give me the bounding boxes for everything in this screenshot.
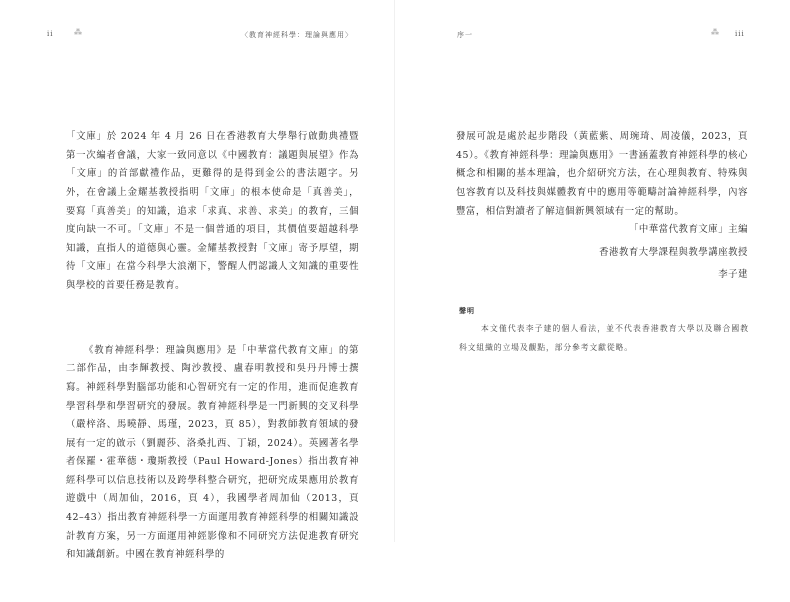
note-text: 本文僅代表李子建的個人看法，並不代表香港教育大學以及聯合國教科文組織的立場及觀點，部分參考文獻從略。 [459,324,749,352]
left-page-number: ii [47,30,54,38]
left-paragraph-2: 《教育神經科學：理論與應用》是「中華當代教育文庫」的第二部作品，由李輝教授、陶沙教授、盧春明教授和吳丹丹博士撰寫。神經科學對腦部功能和心智研究有一定的作用，進而促進教育學習科學和學習研究的發展。教育神經科學是一門新興的交叉科學（嚴梓洛、馬曉靜、馬瑾，2023，頁 85），對教師教育領域的發展有一定的啟示（劉麗莎、洛桑扎西、丁穎，2024）。英國著名學者保羅・霍華德・瓊斯教授（Paul Howard-Jones）指出教育神經科學可以信息技術以及跨學科整合研究，把研究成果應用於教育遊戲中（周加仙，2016，頁 4），我國學者周加仙（2013，頁 42–43）指出教育神經科學一方面運用教育神經科學的相關知識設計教育方案，另一方面運用神經影像和不同研究方法促進教育研究和知識創新。中國在教育神經科學的 [66,344,363,561]
ornament-icon: ⁂ [711,28,719,37]
left-page [0,0,395,561]
signature-position: 香港教育大學課程與教學講座教授 [599,247,748,258]
ornament-icon: ⁂ [74,28,82,37]
right-paragraph: 發展可說是處於起步階段（黃藍紫、周琬琦、周凌儀，2023，頁 45）。《教育神經科學：理論與應用》一書涵蓋教育神經科學的核心概念和相關的基本理論，也介紹研究方法，在心理與教育、特殊與包容教育以及科技與媒體教育中的應用等範疇討論神經科學，內容豐富，相信對讀者了解這個新興領域有一定的幫助。 [456,131,752,217]
signature-name: 李子建 [718,269,748,280]
signature-title: 「中華當代教育文庫」主編 [628,224,748,235]
right-running-head: 序一 [457,31,473,39]
right-page-number: iii [735,30,745,38]
note-title: 聲明 [459,306,475,315]
left-running-head: 〈教育神經科學：理論與應用〉 [241,31,353,39]
left-paragraph-1: 「文庫」於 2024 年 4 月 26 日在香港教育大學舉行啟動典禮暨第一次編者會議，大家一致同意以《中國教育：議題與展望》作為「文庫」的首部獻禮作品，更難得的是得到金公的書法題字。另外，在會議上金耀基教授指明「文庫」的根本使命是「真善美」，要寫「真善美」的知識，追求「求真、求善、求美」的教育，三個度向缺一不可。「文庫」不是一個普通的項目，其價值要超越科學知識，直指人的道德與心靈。金耀基教授對「文庫」寄予厚望，期待「文庫」在當今科學大浪潮下，警醒人們認識人文知識的重要性與學校的首要任務是教育。 [66,131,359,291]
left-body-text [66,91,363,602]
